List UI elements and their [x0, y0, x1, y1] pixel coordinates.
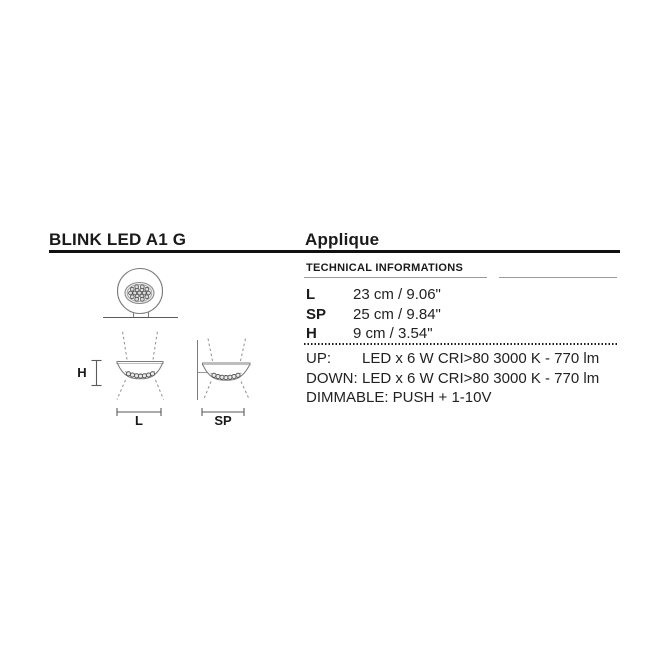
side-view-profile [198, 339, 251, 401]
spec-row-up [306, 351, 599, 367]
spec-value: LED x 6 W CRI>80 3000 K - 770 lm [362, 350, 600, 367]
product-diagrams [40, 255, 300, 435]
spec-value: LED x 6 W CRI>80 3000 K - 770 lm [362, 369, 600, 387]
spec-row-dimmable [306, 390, 491, 406]
fixture-rim [117, 362, 163, 364]
length-dimension-label: L [135, 413, 143, 428]
spec-row-down [306, 371, 599, 387]
dimension-label: L [306, 286, 316, 303]
side-view-front [117, 331, 164, 400]
dimension-row-H [306, 326, 433, 342]
dimmable-text: DIMMABLE: PUSH + 1-10V [306, 389, 492, 406]
tech-divider-segment-1 [304, 277, 487, 278]
height-dimension-label: H [77, 365, 87, 380]
tech-section-title: TECHNICAL INFORMATIONS [306, 262, 464, 274]
height-dimension [92, 361, 102, 386]
product-title: BLINK LED A1 G [49, 230, 187, 249]
dimension-value: 23 cm / 9.06" [353, 286, 441, 303]
category-title: Applique [305, 230, 380, 249]
dimension-label: SP [306, 305, 327, 323]
dimension-value: 9 cm / 3.54" [353, 325, 433, 342]
spec-label: UP: [306, 350, 332, 367]
dimension-row-SP [306, 307, 441, 323]
header-rule [49, 250, 620, 253]
front-view [103, 269, 178, 318]
fixture-rim [203, 363, 251, 365]
dimension-value: 25 cm / 9.84" [353, 305, 441, 323]
dotted-divider [304, 343, 617, 345]
tech-divider-segment-2 [499, 277, 617, 278]
dimension-label: H [306, 325, 317, 342]
depth-dimension-label: SP [214, 413, 232, 428]
dimension-row-L [306, 287, 441, 303]
spec-label: DOWN: [306, 369, 358, 387]
